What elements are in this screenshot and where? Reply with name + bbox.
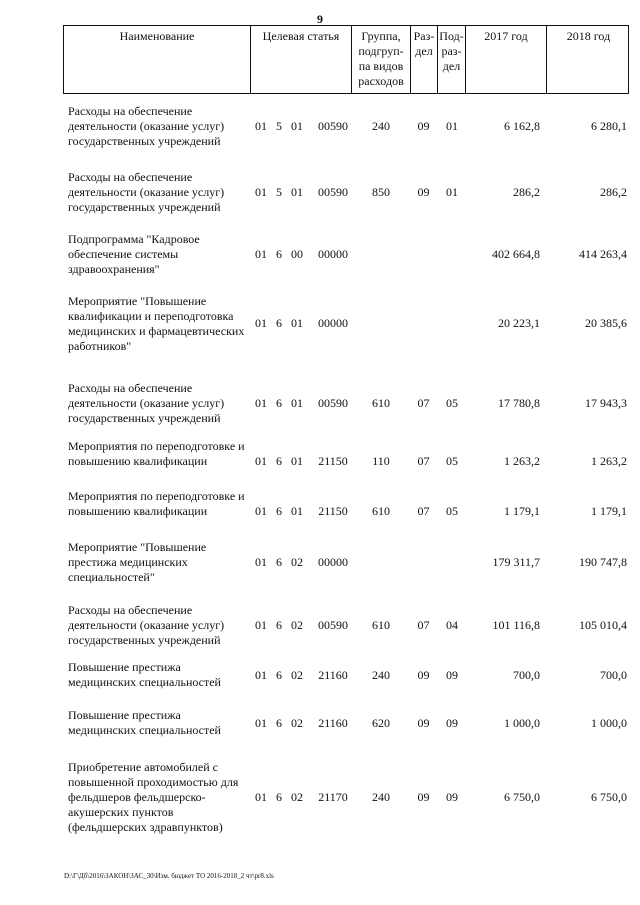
row-y2018: 414 263,4 [579, 247, 627, 261]
row-group: 240 [372, 119, 390, 133]
row-b: 6 [276, 790, 282, 804]
row-y2018: 286,2 [600, 185, 627, 199]
row-a: 01 [255, 454, 267, 468]
row-y2018: 1 179,1 [591, 504, 627, 518]
row-name: Мероприятия по переподготовке и повышению квалификации [68, 489, 245, 518]
row-sub: 05 [446, 396, 458, 410]
row-y2018: 17 943,3 [585, 396, 627, 410]
row-b: 6 [276, 668, 282, 682]
row-y2017: 20 223,1 [498, 316, 540, 330]
file-path-footer: D:\Г\Дб\2016\ЗАКОН\ЗАС_30\Изм. бюджет ТО 2016-2018_2 чт\pr8.xls [64, 872, 274, 880]
row-group: 240 [372, 668, 390, 682]
row-y2018: 1 263,2 [591, 454, 627, 468]
row-name: Повышение престижа медицинских специальностей [68, 708, 221, 737]
row-a: 01 [255, 247, 267, 261]
row-c: 01 [291, 185, 303, 199]
row-y2018: 700,0 [600, 668, 627, 682]
row-name: Мероприятие "Повышение квалификации и переподготовка медицинских и фармацевтических работников" [68, 294, 245, 353]
row-sec: 09 [417, 185, 430, 199]
row-group: 610 [372, 618, 390, 632]
row-c: 02 [291, 716, 303, 730]
row-c: 02 [291, 668, 303, 682]
row-c: 00 [291, 247, 303, 261]
header-2018: 2018 год [566, 29, 611, 43]
row-d: 21160 [318, 668, 348, 682]
row-b: 6 [276, 618, 282, 632]
row-d: 00590 [318, 185, 348, 199]
row-y2017: 101 116,8 [492, 618, 540, 632]
row-d: 21160 [318, 716, 348, 730]
row-d: 21150 [318, 504, 348, 518]
row-a: 01 [255, 555, 267, 569]
row-sec: 07 [417, 396, 430, 410]
row-sec: 09 [417, 119, 430, 133]
row-c: 01 [291, 316, 303, 330]
row-d: 00000 [318, 555, 348, 569]
row-a: 01 [255, 504, 267, 518]
row-a: 01 [255, 119, 267, 133]
row-y2018: 105 010,4 [579, 618, 627, 632]
row-c: 01 [291, 454, 303, 468]
header-2017: 2017 год [466, 26, 547, 93]
row-d: 00000 [318, 316, 348, 330]
row-name: Расходы на обеспечение деятельности (оказание услуг) государственных учреждений [68, 603, 225, 647]
row-b: 6 [276, 555, 282, 569]
row-c: 02 [291, 618, 303, 632]
header-target: Целевая статья [251, 26, 352, 93]
row-a: 01 [255, 790, 267, 804]
row-sub: 01 [446, 185, 458, 199]
row-y2017: 17 780,8 [498, 396, 540, 410]
row-sub: 09 [446, 790, 458, 804]
row-a: 01 [255, 316, 267, 330]
row-d: 00590 [318, 119, 348, 133]
header-group: Группа, подгруп- па видов расходов [352, 26, 411, 93]
row-b: 6 [276, 716, 282, 730]
row-d: 21150 [318, 454, 348, 468]
row-b: 6 [276, 396, 282, 410]
row-a: 01 [255, 185, 267, 199]
row-a: 01 [255, 668, 267, 682]
row-name: Расходы на обеспечение деятельности (оказание услуг) государственных учреждений [68, 170, 225, 214]
row-sub: 09 [446, 668, 458, 682]
row-c: 01 [291, 396, 303, 410]
row-b: 6 [276, 504, 282, 518]
header-name: Наименование [64, 26, 251, 93]
row-name: Расходы на обеспечение деятельности (оказание услуг) государственных учреждений [68, 381, 225, 425]
row-y2017: 1 179,1 [504, 504, 540, 518]
row-d: 00000 [318, 247, 348, 261]
row-sec: 09 [417, 790, 430, 804]
row-group: 610 [372, 504, 390, 518]
row-d: 21170 [318, 790, 348, 804]
row-y2018: 20 385,6 [585, 316, 627, 330]
row-b: 5 [276, 185, 282, 199]
row-b: 6 [276, 316, 282, 330]
row-y2018: 1 000,0 [591, 716, 627, 730]
row-name: Мероприятие "Повышение престижа медицинских специальностей" [68, 540, 207, 584]
row-b: 5 [276, 119, 282, 133]
row-sub: 09 [446, 716, 458, 730]
row-y2018: 190 747,8 [579, 555, 627, 569]
row-group: 610 [372, 396, 390, 410]
row-a: 01 [255, 716, 267, 730]
row-c: 01 [291, 504, 303, 518]
row-sec: 07 [417, 454, 430, 468]
row-y2017: 1 000,0 [504, 716, 540, 730]
row-sub: 05 [446, 454, 458, 468]
row-group: 110 [372, 454, 390, 468]
row-y2017: 6 750,0 [504, 790, 540, 804]
row-y2017: 402 664,8 [492, 247, 540, 261]
row-sub: 04 [446, 618, 458, 632]
row-name: Мероприятия по переподготовке и повышению квалификации [68, 439, 245, 468]
row-sec: 07 [417, 618, 430, 632]
row-y2018: 6 280,1 [591, 119, 627, 133]
header-subsection: Под- раз- дел [438, 26, 466, 93]
row-a: 01 [255, 396, 267, 410]
row-name: Расходы на обеспечение деятельности (оказание услуг) государственных учреждений [68, 104, 225, 148]
table-header [63, 25, 629, 94]
row-group: 240 [372, 790, 390, 804]
page-number: 9 [317, 12, 323, 26]
row-c: 02 [291, 555, 303, 569]
row-b: 6 [276, 454, 282, 468]
row-c: 02 [291, 790, 303, 804]
row-sub: 01 [446, 119, 458, 133]
row-sec: 07 [417, 504, 430, 518]
row-name: Повышение престижа медицинских специальностей [68, 660, 221, 689]
header-section: Раз- дел [411, 26, 438, 93]
row-y2017: 286,2 [513, 185, 540, 199]
row-y2017: 179 311,7 [492, 555, 540, 569]
row-y2017: 700,0 [513, 668, 540, 682]
row-b: 6 [276, 247, 282, 261]
row-sec: 09 [417, 716, 430, 730]
row-sec: 09 [417, 668, 430, 682]
row-y2017: 6 162,8 [504, 119, 540, 133]
row-d: 00590 [318, 396, 348, 410]
row-group: 620 [372, 716, 390, 730]
row-name: Подпрограмма "Кадровое обеспечение системы здравоохранения" [68, 232, 200, 276]
row-sub: 05 [446, 504, 458, 518]
row-group: 850 [372, 185, 390, 199]
row-y2018: 6 750,0 [591, 790, 627, 804]
row-c: 01 [291, 119, 303, 133]
row-name: Приобретение автомобилей с повышенной проходимостью для фельдшеров фельдшерско-акушерских пунктов (фельдшерских здравпунктов) [68, 760, 239, 834]
row-a: 01 [255, 618, 267, 632]
row-y2017: 1 263,2 [504, 454, 540, 468]
row-d: 00590 [318, 618, 348, 632]
